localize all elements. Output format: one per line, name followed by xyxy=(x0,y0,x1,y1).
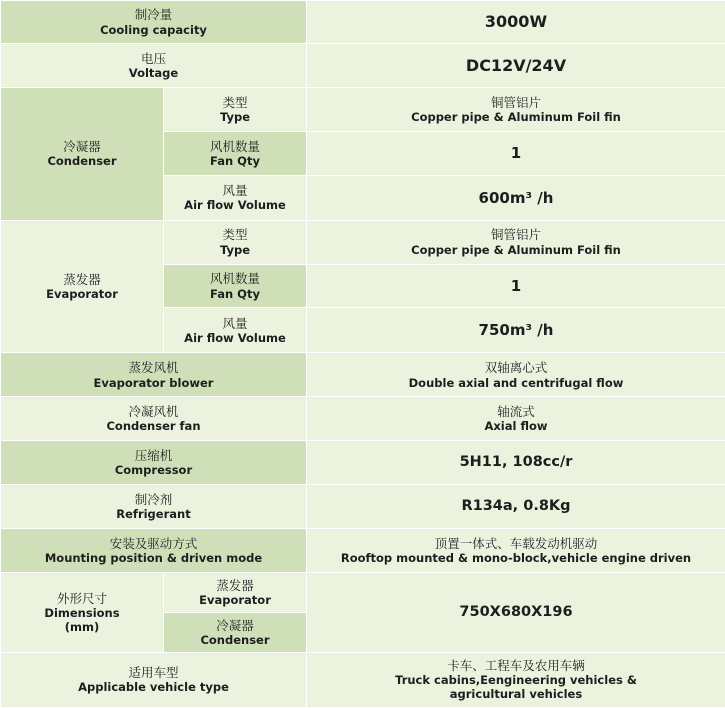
value-vehicle-type: 卡车、工程车及农用车辆 Truck cabins,Eengineering vehicles & agricultural vehicles xyxy=(307,652,725,707)
label-condenser: 冷凝器 Condenser xyxy=(1,87,164,220)
row-mounting xyxy=(1,529,725,573)
value-evaporator-airflow: 750m³ /h xyxy=(307,308,725,353)
label-zh: 制冷量 xyxy=(134,7,173,23)
row-condenser-type xyxy=(1,87,725,131)
value-voltage: DC12V/24V xyxy=(307,43,725,87)
label-condenser-type: 类型 Type xyxy=(164,87,307,131)
value-compressor: 5H11, 108cc/r xyxy=(307,441,725,485)
label-voltage: 电压 Voltage xyxy=(1,43,307,87)
row-voltage xyxy=(1,43,725,87)
row-refrigerant xyxy=(1,485,725,529)
row-evaporator-blower xyxy=(1,353,725,397)
value-evaporator-fan-qty: 1 xyxy=(307,264,725,308)
label-condenser-airflow: 风量 Air flow Volume xyxy=(164,175,307,220)
value-cooling-capacity: 3000W xyxy=(307,1,725,44)
label-cooling-capacity xyxy=(1,1,307,44)
label-compressor: 压缩机 Compressor xyxy=(1,441,307,485)
value-evaporator-blower: 双轴离心式 Double axial and centrifugal flow xyxy=(307,353,725,397)
row-vehicle-type xyxy=(1,652,725,707)
label-condenser-fan: 冷凝风机 Condenser fan xyxy=(1,397,307,441)
row-dimensions-evaporator xyxy=(1,573,725,613)
row-compressor xyxy=(1,441,725,485)
label-evaporator-blower: 蒸发风机 Evaporator blower xyxy=(1,353,307,397)
label-evaporator-type: 类型 Type xyxy=(164,220,307,264)
label-evaporator: 蒸发器 Evaporator xyxy=(1,220,164,353)
label-dimensions-evaporator: 蒸发器 Evaporator xyxy=(164,573,307,613)
label-refrigerant: 制冷剂 Refrigerant xyxy=(1,485,307,529)
value-condenser-airflow: 600m³ /h xyxy=(307,175,725,220)
label-dimensions-condenser: 冷凝器 Condenser xyxy=(164,612,307,652)
value-dimensions: 750X680X196 xyxy=(307,573,725,653)
row-condenser-fan xyxy=(1,397,725,441)
row-cooling-capacity xyxy=(1,1,725,44)
value-condenser-type: 铜管铝片 Copper pipe & Aluminum Foil fin xyxy=(307,87,725,131)
label-vehicle-type: 适用车型 Applicable vehicle type xyxy=(1,652,307,707)
value-condenser-fan-qty: 1 xyxy=(307,131,725,175)
label-condenser-fan-qty: 风机数量 Fan Qty xyxy=(164,131,307,175)
row-evaporator-type xyxy=(1,220,725,264)
label-evaporator-fan-qty: 风机数量 Fan Qty xyxy=(164,264,307,308)
label-dimensions: 外形尺寸 Dimensions (mm) xyxy=(1,573,164,653)
value-evaporator-type: 铜管铝片 Copper pipe & Aluminum Foil fin xyxy=(307,220,725,264)
value-mounting: 顶置一体式、车载发动机驱动 Rooftop mounted & mono-block,vehicle engine driven xyxy=(307,529,725,573)
label-en: Cooling capacity xyxy=(100,22,207,37)
value-condenser-fan: 轴流式 Axial flow xyxy=(307,397,725,441)
label-mounting: 安装及驱动方式 Mounting position & driven mode xyxy=(1,529,307,573)
label-evaporator-airflow: 风量 Air flow Volume xyxy=(164,308,307,353)
value-refrigerant: R134a, 0.8Kg xyxy=(307,485,725,529)
